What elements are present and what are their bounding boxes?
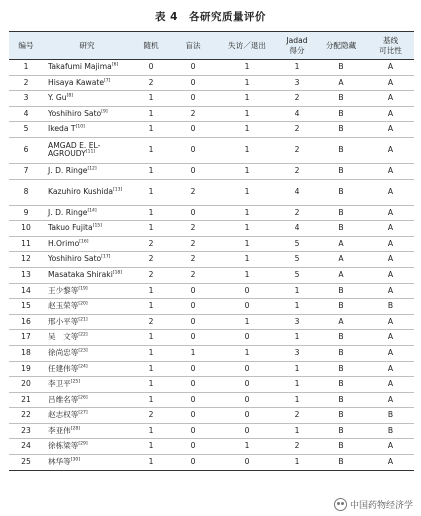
cell-blinding: 0: [171, 408, 215, 424]
cell-withdrawal: 1: [215, 163, 279, 179]
cell-blinding: 2: [171, 252, 215, 268]
cell-blinding: 0: [171, 60, 215, 76]
reference-marker: [20]: [78, 301, 88, 307]
cell-baseline-comparability: A: [367, 283, 414, 299]
cell-baseline-comparability: A: [367, 392, 414, 408]
cell-baseline-comparability: B: [367, 299, 414, 315]
reference-marker: [24]: [78, 363, 88, 369]
cell-jadad-score: 2: [279, 205, 315, 221]
cell-allocation-concealment: B: [315, 299, 367, 315]
watermark: [334, 498, 413, 511]
cell-study: [43, 392, 131, 408]
cell-withdrawal: 0: [215, 283, 279, 299]
reference-marker: [17]: [101, 254, 111, 260]
cell-withdrawal: 1: [215, 314, 279, 330]
reference-marker: [8]: [66, 93, 73, 99]
cell-withdrawal: 1: [215, 137, 279, 163]
reference-marker: [26]: [78, 395, 88, 401]
cell-baseline-comparability: A: [367, 137, 414, 163]
cell-number: 12: [9, 252, 43, 268]
cell-baseline-comparability: A: [367, 439, 414, 455]
study-name: 赵玉荣等: [48, 301, 79, 311]
cell-blinding: 0: [171, 392, 215, 408]
table-row: [9, 439, 414, 455]
cell-number: 5: [9, 122, 43, 138]
study-name: Takuo Fujita: [48, 223, 93, 233]
wechat-icon: [334, 498, 347, 511]
cell-allocation-concealment: B: [315, 60, 367, 76]
cell-allocation-concealment: B: [315, 330, 367, 346]
cell-study: [43, 163, 131, 179]
reference-marker: [13]: [113, 187, 123, 193]
cell-jadad-score: 1: [279, 330, 315, 346]
cell-allocation-concealment: B: [315, 221, 367, 237]
cell-jadad-score: 1: [279, 283, 315, 299]
cell-blinding: 1: [171, 345, 215, 361]
cell-randomization: 1: [131, 205, 171, 221]
table-row: [9, 137, 414, 163]
cell-study: [43, 236, 131, 252]
header-baseline-comparability: [367, 32, 414, 60]
study-name: 吕维名等: [48, 394, 79, 404]
cell-withdrawal: 0: [215, 377, 279, 393]
cell-blinding: 0: [171, 122, 215, 138]
cell-allocation-concealment: B: [315, 137, 367, 163]
cell-randomization: 1: [131, 221, 171, 237]
cell-baseline-comparability: A: [367, 314, 414, 330]
study-name: 李卫平: [48, 379, 71, 389]
reference-marker: [14]: [87, 208, 97, 214]
cell-randomization: 0: [131, 60, 171, 76]
cell-jadad-score: 2: [279, 163, 315, 179]
header-allocation-concealment: 分配隐藏: [315, 32, 367, 60]
cell-blinding: 0: [171, 163, 215, 179]
cell-withdrawal: 0: [215, 408, 279, 424]
cell-baseline-comparability: A: [367, 330, 414, 346]
cell-baseline-comparability: B: [367, 423, 414, 439]
cell-withdrawal: 0: [215, 423, 279, 439]
study-name: H.Orimo: [48, 238, 80, 248]
table-row: [9, 106, 414, 122]
cell-study: [43, 91, 131, 107]
cell-number: 6: [9, 137, 43, 163]
study-name: 李亚伟: [48, 425, 71, 435]
study-name: J. D. Ringe: [48, 165, 88, 175]
cell-randomization: 1: [131, 330, 171, 346]
header-study: 研究: [43, 32, 131, 60]
cell-randomization: 2: [131, 236, 171, 252]
study-name: Yoshihiro Sato: [48, 108, 102, 118]
cell-jadad-score: 4: [279, 221, 315, 237]
cell-baseline-comparability: A: [367, 60, 414, 76]
cell-withdrawal: 0: [215, 361, 279, 377]
cell-allocation-concealment: B: [315, 408, 367, 424]
study-name: Ikeda T: [48, 124, 76, 134]
cell-baseline-comparability: A: [367, 252, 414, 268]
cell-allocation-concealment: B: [315, 423, 367, 439]
cell-withdrawal: 0: [215, 330, 279, 346]
header-baseline-line1: 基线: [382, 35, 399, 45]
cell-allocation-concealment: B: [315, 283, 367, 299]
cell-number: 14: [9, 283, 43, 299]
cell-jadad-score: 3: [279, 345, 315, 361]
table-header-row: [9, 32, 414, 60]
cell-withdrawal: 1: [215, 179, 279, 205]
reference-marker: [7]: [104, 78, 111, 84]
cell-number: 16: [9, 314, 43, 330]
header-baseline-line2: 可比性: [379, 45, 402, 55]
cell-study: [43, 205, 131, 221]
cell-allocation-concealment: B: [315, 179, 367, 205]
cell-study: [43, 455, 131, 471]
cell-number: 25: [9, 455, 43, 471]
cell-randomization: 1: [131, 299, 171, 315]
table-row: [9, 314, 414, 330]
study-name: 王少黎等: [48, 285, 79, 295]
cell-study: [43, 221, 131, 237]
cell-jadad-score: 2: [279, 91, 315, 107]
cell-blinding: 2: [171, 106, 215, 122]
cell-allocation-concealment: B: [315, 361, 367, 377]
reference-marker: [28]: [70, 426, 81, 432]
cell-jadad-score: 3: [279, 314, 315, 330]
study-name: J. D. Ringe: [48, 207, 88, 217]
cell-study: [43, 106, 131, 122]
cell-number: 11: [9, 236, 43, 252]
cell-jadad-score: 5: [279, 236, 315, 252]
cell-number: 4: [9, 106, 43, 122]
cell-baseline-comparability: A: [367, 179, 414, 205]
cell-study: [43, 122, 131, 138]
cell-allocation-concealment: A: [315, 314, 367, 330]
reference-marker: [6]: [111, 62, 119, 68]
cell-study: [43, 345, 131, 361]
reference-marker: [29]: [78, 441, 88, 447]
cell-randomization: 1: [131, 283, 171, 299]
cell-jadad-score: 2: [279, 122, 315, 138]
cell-study: [43, 75, 131, 91]
cell-study: [43, 361, 131, 377]
study-name: Y. Gu: [48, 93, 67, 103]
cell-allocation-concealment: B: [315, 91, 367, 107]
cell-number: 1: [9, 60, 43, 76]
cell-number: 21: [9, 392, 43, 408]
cell-withdrawal: 0: [215, 299, 279, 315]
table-row: [9, 75, 414, 91]
header-jadad-score: [279, 32, 315, 60]
cell-withdrawal: 1: [215, 439, 279, 455]
cell-jadad-score: 1: [279, 455, 315, 471]
cell-baseline-comparability: A: [367, 377, 414, 393]
table-row: [9, 236, 414, 252]
cell-study: [43, 179, 131, 205]
cell-blinding: 0: [171, 283, 215, 299]
cell-study: [43, 267, 131, 283]
study-name: AMGAD E. EL-AGROUDY: [48, 140, 101, 159]
cell-blinding: 0: [171, 299, 215, 315]
cell-number: 13: [9, 267, 43, 283]
cell-randomization: 1: [131, 361, 171, 377]
cell-randomization: 1: [131, 106, 171, 122]
study-name: Masataka Shiraki: [48, 269, 113, 279]
study-name: 任建伟等: [48, 363, 79, 373]
cell-randomization: 1: [131, 455, 171, 471]
cell-blinding: 0: [171, 455, 215, 471]
study-name: Takafumi Majima: [48, 62, 112, 71]
table-row: [9, 361, 414, 377]
study-name: Yoshihiro Sato: [48, 254, 102, 264]
study-name: 徐栋梁等: [48, 441, 79, 451]
reference-marker: [22]: [78, 332, 88, 338]
cell-allocation-concealment: A: [315, 236, 367, 252]
cell-baseline-comparability: A: [367, 267, 414, 283]
cell-withdrawal: 1: [215, 60, 279, 76]
cell-jadad-score: 1: [279, 392, 315, 408]
cell-blinding: 0: [171, 423, 215, 439]
cell-blinding: 0: [171, 330, 215, 346]
header-number: 编号: [9, 32, 43, 60]
cell-blinding: 0: [171, 75, 215, 91]
cell-randomization: 1: [131, 439, 171, 455]
cell-number: 24: [9, 439, 43, 455]
cell-number: 17: [9, 330, 43, 346]
cell-baseline-comparability: A: [367, 106, 414, 122]
cell-jadad-score: 1: [279, 361, 315, 377]
study-name: 赵志权等: [48, 410, 79, 420]
cell-study: [43, 252, 131, 268]
cell-withdrawal: 0: [215, 392, 279, 408]
cell-study: [43, 377, 131, 393]
cell-baseline-comparability: A: [367, 163, 414, 179]
cell-randomization: 1: [131, 392, 171, 408]
table-row: [9, 408, 414, 424]
cell-study: [43, 283, 131, 299]
study-name: 吴 文等: [48, 332, 79, 342]
header-randomization: 随机: [131, 32, 171, 60]
cell-allocation-concealment: A: [315, 267, 367, 283]
study-name: 徐尚忠等: [48, 347, 79, 357]
reference-marker: [11]: [85, 149, 96, 155]
study-name: Kazuhiro Kushida: [48, 186, 114, 196]
cell-randomization: 1: [131, 179, 171, 205]
cell-jadad-score: 4: [279, 179, 315, 205]
table-row: [9, 455, 414, 471]
table-title: 表 4 各研究质量评价: [155, 11, 266, 23]
cell-jadad-score: 1: [279, 299, 315, 315]
cell-study: [43, 299, 131, 315]
table-body: [9, 60, 414, 471]
cell-blinding: 2: [171, 267, 215, 283]
cell-jadad-score: 5: [279, 267, 315, 283]
cell-baseline-comparability: A: [367, 345, 414, 361]
cell-baseline-comparability: A: [367, 91, 414, 107]
header-withdrawal: 失访／退出: [215, 32, 279, 60]
cell-withdrawal: 1: [215, 122, 279, 138]
table-row: [9, 267, 414, 283]
reference-marker: [18]: [112, 270, 123, 276]
cell-baseline-comparability: A: [367, 455, 414, 471]
table-row: [9, 179, 414, 205]
watermark-text: 中国药物经济学: [349, 501, 413, 511]
table-row: [9, 330, 414, 346]
table-row: [9, 252, 414, 268]
table-row: [9, 423, 414, 439]
cell-withdrawal: 1: [215, 236, 279, 252]
cell-baseline-comparability: A: [367, 221, 414, 237]
cell-allocation-concealment: A: [315, 75, 367, 91]
cell-jadad-score: 2: [279, 137, 315, 163]
cell-allocation-concealment: B: [315, 439, 367, 455]
table-row: [9, 377, 414, 393]
reference-marker: [19]: [78, 286, 88, 291]
reference-marker: [23]: [78, 348, 88, 354]
table-row: [9, 283, 414, 299]
table-row: [9, 60, 414, 76]
cell-allocation-concealment: B: [315, 106, 367, 122]
cell-number: 3: [9, 91, 43, 107]
cell-number: 18: [9, 345, 43, 361]
cell-blinding: 0: [171, 314, 215, 330]
quality-assessment-table: [9, 31, 414, 471]
cell-randomization: 1: [131, 122, 171, 138]
cell-blinding: 0: [171, 91, 215, 107]
reference-marker: [21]: [78, 317, 88, 323]
table-row: [9, 221, 414, 237]
cell-blinding: 0: [171, 137, 215, 163]
reference-marker: [9]: [101, 109, 108, 115]
cell-randomization: 1: [131, 345, 171, 361]
reference-marker: [25]: [70, 379, 81, 385]
table-row: [9, 122, 414, 138]
cell-withdrawal: 1: [215, 221, 279, 237]
cell-withdrawal: 1: [215, 252, 279, 268]
cell-randomization: 1: [131, 163, 171, 179]
table-row: [9, 299, 414, 315]
table-row: [9, 392, 414, 408]
cell-number: 22: [9, 408, 43, 424]
cell-withdrawal: 1: [215, 345, 279, 361]
cell-study: [43, 423, 131, 439]
cell-number: 15: [9, 299, 43, 315]
cell-study: [43, 314, 131, 330]
cell-number: 10: [9, 221, 43, 237]
cell-withdrawal: 1: [215, 75, 279, 91]
header-blinding: 盲法: [171, 32, 215, 60]
cell-blinding: 2: [171, 179, 215, 205]
table-row: [9, 163, 414, 179]
reference-marker: [15]: [92, 223, 102, 229]
cell-jadad-score: 5: [279, 252, 315, 268]
cell-jadad-score: 1: [279, 377, 315, 393]
study-name: 邢小平等: [48, 316, 79, 326]
reference-marker: [10]: [75, 124, 85, 130]
cell-number: 7: [9, 163, 43, 179]
cell-randomization: 2: [131, 267, 171, 283]
cell-allocation-concealment: B: [315, 122, 367, 138]
cell-allocation-concealment: B: [315, 377, 367, 393]
cell-withdrawal: 1: [215, 205, 279, 221]
cell-blinding: 0: [171, 439, 215, 455]
header-jadad-line2: 得分: [289, 45, 305, 55]
cell-allocation-concealment: B: [315, 392, 367, 408]
cell-jadad-score: 1: [279, 60, 315, 76]
cell-randomization: 2: [131, 252, 171, 268]
cell-number: 20: [9, 377, 43, 393]
cell-study: [43, 439, 131, 455]
cell-jadad-score: 3: [279, 75, 315, 91]
reference-marker: [16]: [79, 239, 89, 245]
cell-baseline-comparability: A: [367, 205, 414, 221]
cell-baseline-comparability: A: [367, 75, 414, 91]
cell-withdrawal: 1: [215, 267, 279, 283]
cell-study: [43, 330, 131, 346]
reference-marker: [30]: [70, 457, 81, 463]
table-row: [9, 205, 414, 221]
cell-randomization: 2: [131, 75, 171, 91]
cell-allocation-concealment: B: [315, 205, 367, 221]
cell-allocation-concealment: A: [315, 252, 367, 268]
study-name: Hisaya Kawate: [48, 77, 105, 87]
cell-randomization: 1: [131, 423, 171, 439]
cell-study: [43, 60, 131, 76]
cell-randomization: 2: [131, 408, 171, 424]
cell-number: 9: [9, 205, 43, 221]
cell-study: [43, 408, 131, 424]
cell-jadad-score: 1: [279, 423, 315, 439]
cell-blinding: 2: [171, 221, 215, 237]
cell-baseline-comparability: B: [367, 408, 414, 424]
reference-marker: [12]: [87, 166, 97, 172]
cell-randomization: 1: [131, 137, 171, 163]
cell-jadad-score: 2: [279, 439, 315, 455]
reference-marker: [27]: [78, 410, 88, 416]
cell-baseline-comparability: A: [367, 236, 414, 252]
cell-blinding: 0: [171, 205, 215, 221]
cell-withdrawal: 1: [215, 106, 279, 122]
cell-baseline-comparability: A: [367, 122, 414, 138]
cell-blinding: 2: [171, 236, 215, 252]
cell-withdrawal: 0: [215, 455, 279, 471]
study-name: 林华等: [48, 457, 71, 467]
cell-jadad-score: 4: [279, 106, 315, 122]
cell-randomization: 2: [131, 314, 171, 330]
cell-randomization: 1: [131, 377, 171, 393]
cell-allocation-concealment: B: [315, 163, 367, 179]
table-row: [9, 91, 414, 107]
cell-blinding: 0: [171, 377, 215, 393]
cell-jadad-score: 2: [279, 408, 315, 424]
cell-allocation-concealment: B: [315, 455, 367, 471]
cell-number: 19: [9, 361, 43, 377]
cell-blinding: 0: [171, 361, 215, 377]
cell-number: 23: [9, 423, 43, 439]
cell-withdrawal: 1: [215, 91, 279, 107]
table-row: [9, 345, 414, 361]
header-jadad-line1: Jadad: [286, 35, 308, 45]
cell-study: [43, 137, 131, 163]
cell-allocation-concealment: B: [315, 345, 367, 361]
cell-baseline-comparability: A: [367, 361, 414, 377]
cell-number: 2: [9, 75, 43, 91]
cell-randomization: 1: [131, 91, 171, 107]
cell-number: 8: [9, 179, 43, 205]
